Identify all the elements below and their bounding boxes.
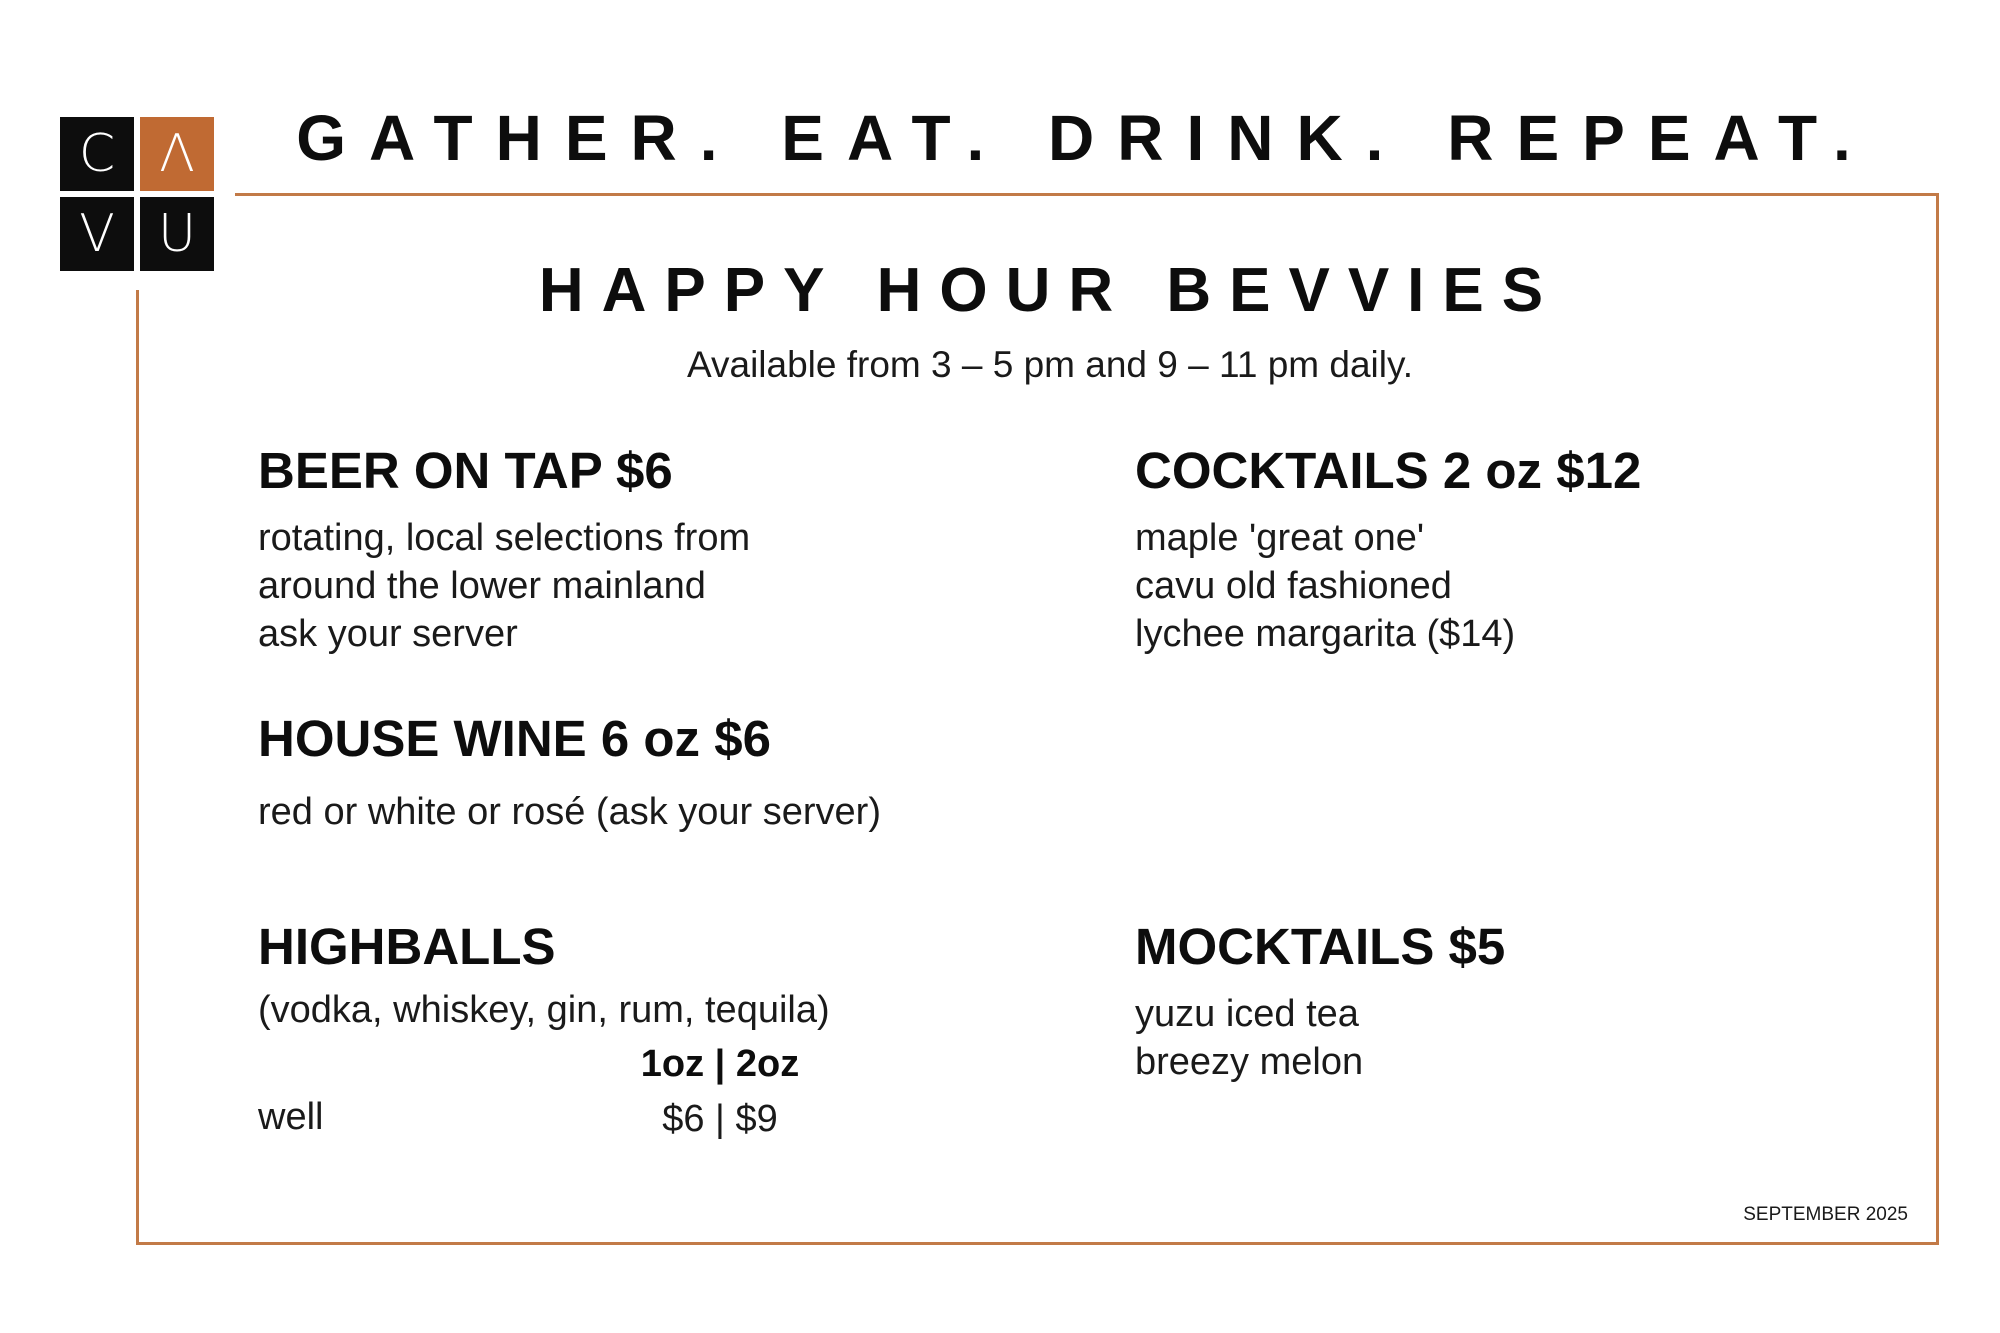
frame-border-right	[1936, 193, 1939, 1245]
section-heading: MOCKTAILS $5	[1135, 918, 1506, 975]
section-beer	[258, 440, 750, 658]
menu-item: ask your server	[258, 613, 518, 655]
menu-subtitle: Available from 3 – 5 pm and 9 – 11 pm daily.	[686, 344, 1414, 385]
cavu-logo	[60, 117, 214, 271]
menu-item: yuzu iced tea	[1135, 993, 1359, 1035]
menu-item: red or white or rosé (ask your server)	[258, 791, 881, 833]
frame-border-left	[136, 290, 139, 1245]
highball-well-price: $6 | $9	[662, 1098, 778, 1140]
section-mocktails	[1135, 916, 1505, 1086]
menu-item: maple 'great one'	[1135, 517, 1425, 559]
menu-item: around the lower mainland	[258, 565, 706, 607]
highball-size-header: 1oz | 2oz	[640, 1043, 800, 1085]
frame-border-top	[235, 193, 1939, 196]
frame-border-bottom	[136, 1242, 1939, 1245]
menu-item: lychee margarita ($14)	[1135, 613, 1516, 655]
menu-item: breezy melon	[1135, 1041, 1364, 1083]
tagline: GATHER. EAT. DRINK. REPEAT.	[296, 102, 1874, 174]
menu-item: rotating, local selections from	[258, 517, 751, 559]
menu-title: HAPPY HOUR BEVVIES	[538, 256, 1562, 325]
menu-date: SEPTEMBER 2025	[1743, 1204, 1908, 1225]
section-heading: COCKTAILS 2 oz $12	[1135, 442, 1642, 499]
highball-well-label: well	[258, 1096, 324, 1138]
logo-letter-u: U	[140, 197, 214, 271]
section-heading: HOUSE WINE 6 oz $6	[258, 710, 771, 767]
logo-letter-c: C	[60, 117, 134, 191]
menu-item: cavu old fashioned	[1135, 565, 1452, 607]
section-highballs	[258, 916, 830, 1034]
section-cocktails	[1135, 440, 1641, 658]
section-heading: HIGHBALLS	[258, 918, 556, 975]
section-heading: BEER ON TAP $6	[258, 442, 673, 499]
highball-spirits: (vodka, whiskey, gin, rum, tequila)	[258, 989, 830, 1031]
logo-letter-v: V	[60, 197, 134, 271]
section-house-wine	[258, 708, 881, 836]
logo-letter-a: Λ	[140, 117, 214, 191]
